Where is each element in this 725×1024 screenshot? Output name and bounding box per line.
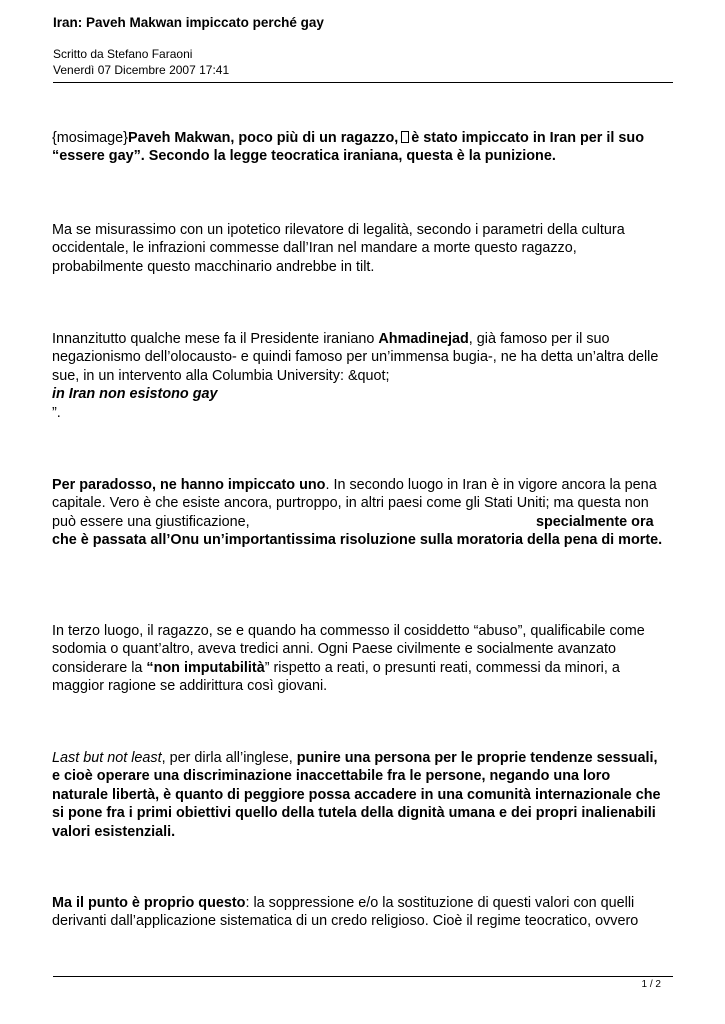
quote-highlight: in Iran non esistono gay: [52, 386, 218, 403]
paragraph-1-line-1: {mosimage}Paveh Makwan, poco più di un ragazzo, è stato impiccato in Iran per il suo: [52, 130, 644, 146]
date-line: Venerdì 07 Dicembre 2007 17:41: [53, 63, 230, 77]
footer-divider: [53, 976, 673, 977]
paragraph-1-line-2: “essere gay”. Secondo la legge teocratica iraniana, questa è la punizione.: [52, 148, 556, 165]
paragraph-5: In terzo luogo, il ragazzo, se e quando ha commesso il cosiddetto “abuso”, qualificabile come sodomia o quant’altro, aveva tredici anni. Ogni Paese civilmente e socialmente avanzato considerare la “non imputabilità” rispetto a reati, o presunti reati, commessi da minori, a maggior ragione se addirittura così giovani.: [52, 623, 645, 695]
article-title: Iran: Paveh Makwan impiccato perché gay: [53, 15, 324, 30]
paragraph-2: Ma se misurassimo con un ipotetico rilevatore di legalità, secondo i parametri della cultura occidentale, le infrazioni commesse dall’Iran nel mandare a morte questo ragazzo, probabilmente questo macchinario andrebbe in tilt.: [52, 222, 625, 275]
missing-glyph-icon: [401, 131, 409, 143]
paragraph-4: Per paradosso, ne hanno impiccato uno. In secondo luogo in Iran è in vigore ancora la pena capitale. Vero è che esiste ancora, purtroppo, in altri paesi come gli Stati Uniti; ma questa non può essere una giustificazione, specialmente ora che è passata all’Onu un’importantissima risoluzione sulla moratoria della pena di morte.: [52, 477, 663, 549]
article-meta: [53, 46, 673, 78]
page-number: 1 / 2: [641, 979, 661, 990]
ahmadinejad-name: Ahmadinejad: [378, 331, 469, 347]
paragraph-6: Last but not least, per dirla all’inglese, punire una persona per le proprie tendenze sessuali, e cioè operare una discriminazione inaccettabile fra le persone, negando una loro naturale libertà, è quanto di peggiore possa accadere in una comunità internazionale che si pone fra i primi obiettivi quello della tutela della dignità umana e dei propri inalienabili valori esistenziali.: [52, 750, 661, 840]
header-divider: [53, 82, 673, 83]
paragraph-7: Ma il punto è proprio questo: la soppressione e/o la sostituzione di questi valori con quelli derivanti dall’applicazione sistematica di un credo religioso. Cioè il regime teocratico, ovvero: [52, 895, 639, 930]
paragraph-3: Innanzitutto qualche mese fa il Presidente iraniano Ahmadinejad, già famoso per il suo negazionismo dell’olocausto- e quindi famoso per un’immensa bugia-, ne ha detta un’altra delle sue, in un intervento alla Columbia University: &quot; in Iran non esistono gay ”.: [52, 330, 674, 422]
mosimage-tag: {mosimage}: [52, 130, 128, 146]
author-line: Scritto da Stefano Faraoni: [53, 47, 193, 61]
paragraph-1: [52, 129, 674, 166]
document-header: [53, 14, 673, 78]
